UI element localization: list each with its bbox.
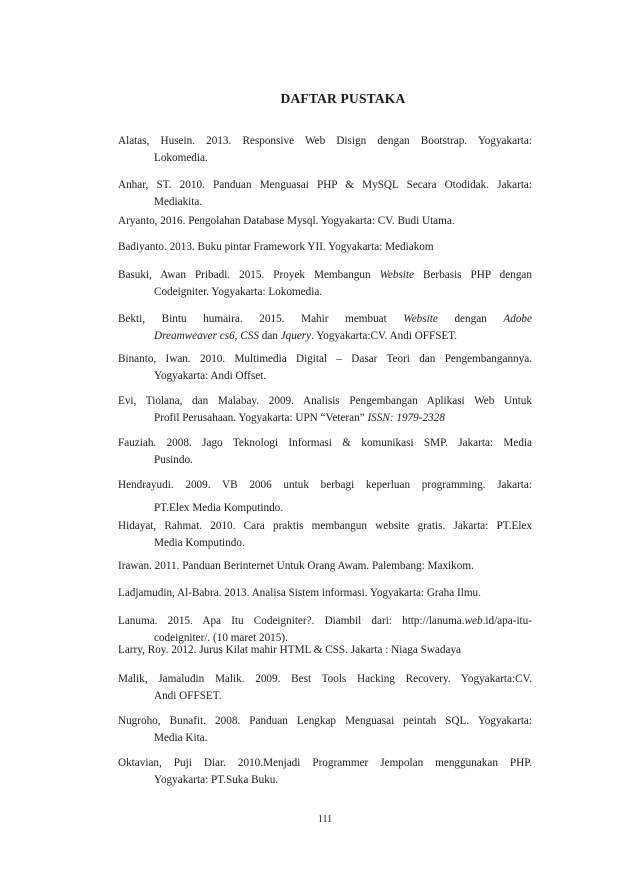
- reference-line: Mediakita.: [154, 195, 203, 208]
- reference-entry: [118, 239, 532, 256]
- italic-span: Website: [379, 269, 414, 281]
- reference-line: Media Kita.: [154, 731, 208, 744]
- reference-line: PT.Elex Media Komputindo.: [154, 501, 284, 514]
- reference-line: [118, 328, 532, 345]
- reference-entry: [118, 351, 532, 384]
- reference-entry: [118, 133, 532, 166]
- reference-line: Hendrayudi. 2009. VB 2006 untuk berbagi keperluan programming. Jakarta:: [118, 479, 532, 491]
- reference-line: Aryanto, 2016. Pengolahan Database Mysql. Yogyakarta: CV. Budi Utama.: [118, 215, 455, 227]
- reference-entry: [118, 393, 532, 426]
- reference-entry: [118, 477, 532, 516]
- reference-line: Oktavian, Puji Diar. 2010.Menjadi Programmer Jempolan menggunakan PHP.: [118, 757, 532, 769]
- text-span: Profil Perusahaan. Yogyakarta: UPN “Veteran”: [154, 411, 368, 424]
- text-span: Basuki, Awan Pribadi. 2015. Proyek Membangun: [118, 269, 380, 281]
- italic-span: Adobe: [503, 313, 532, 325]
- reference-line: codeigniter/. (10 maret 2015).: [154, 631, 288, 644]
- reference-line: Binanto, Iwan. 2010. Multimedia Digital – Dasar Teori dan Pengembangannya.: [118, 353, 532, 365]
- text-span: Lanuma. 2015. Apa Itu Codeigniter?. Diambil dari: http://lanuma.: [118, 615, 465, 627]
- text-span: dan: [258, 329, 281, 342]
- reference-line: Pusindo.: [154, 453, 193, 466]
- reference-entry: [118, 435, 532, 468]
- reference-line: Badiyanto. 2013. Buku pintar Framework YII. Yogyakarta: Mediakom: [118, 241, 434, 253]
- reference-entry: [118, 311, 532, 344]
- italic-span: Dreamweaver cs6, CSS: [154, 329, 259, 342]
- italic-span: web: [464, 615, 483, 627]
- italic-span: Jquery: [280, 329, 312, 342]
- page-number: 111: [317, 814, 333, 825]
- reference-entry: [118, 213, 532, 230]
- reference-line: Evi, Tiolana, dan Malabay. 2009. Analisis Pengembangan Aplikasi Web Untuk: [118, 395, 532, 407]
- reference-line: [118, 311, 532, 328]
- reference-entry: [118, 671, 532, 704]
- reference-line: [118, 613, 532, 630]
- reference-entry: [118, 518, 532, 551]
- reference-line: [118, 267, 532, 284]
- reference-line: Hidayat, Rahmat. 2010. Cara praktis membangun website gratis. Jakarta: PT.Elex: [118, 520, 532, 532]
- reference-line: Larry, Roy. 2012. Jurus Kilat mahir HTML & CSS. Jakarta : Niaga Swadaya: [118, 644, 462, 656]
- reference-line: [118, 410, 532, 427]
- reference-line: Ladjamudin, Al-Babra. 2013. Analisa Sistem informasi. Yogyakarta: Graha Ilmu.: [118, 587, 481, 599]
- text-span: .id/apa-itu-: [482, 615, 532, 627]
- text-span: Bekti, Bintu humaira. 2015. Mahir membuat: [118, 313, 404, 325]
- reference-entry: [118, 558, 532, 575]
- reference-entry: [118, 642, 532, 659]
- reference-line: Yogyakarta: Andi Offset.: [154, 369, 267, 382]
- text-span: dengan: [437, 313, 504, 325]
- reference-line: Irawan. 2011. Panduan Berinternet Untuk Orang Awam. Palembang: Maxikom.: [118, 560, 474, 572]
- reference-line: Alatas, Husein. 2013. Responsive Web Disign dengan Bootstrap. Yogyakarta:: [118, 135, 532, 147]
- reference-line: Nugroho, Bunafit. 2008. Panduan Lengkap Menguasai peintah SQL. Yogyakarta:: [118, 715, 532, 727]
- reference-entry: [118, 755, 532, 788]
- reference-line: Codeigniter. Yogyakarta: Lokomedia.: [154, 285, 323, 298]
- reference-line: Malik, Jamaludin Malik. 2009. Best Tools Hacking Recovery. Yogyakarta:CV.: [118, 673, 532, 685]
- text-span: . Yogyakarta:CV. Andi OFFSET.: [311, 329, 458, 342]
- reference-line: Fauziah. 2008. Jago Teknologi Informasi & komunikasi SMP. Jakarta: Media: [118, 437, 532, 449]
- reference-line: Media Komputindo.: [154, 536, 245, 549]
- text-span: Berbasis PHP dengan: [413, 269, 532, 281]
- reference-entry: [118, 267, 532, 300]
- reference-line: Anhar, ST. 2010. Panduan Menguasai PHP & MySQL Secara Otodidak. Jakarta:: [118, 179, 532, 191]
- page-title: DAFTAR PUSTAKA: [280, 91, 406, 106]
- reference-line: Andi OFFSET.: [154, 689, 222, 702]
- italic-span: ISSN: 1979-2328: [367, 411, 445, 424]
- reference-line: Lokomedia.: [154, 151, 208, 164]
- reference-line: Yogyakarta: PT.Suka Buku.: [154, 773, 279, 786]
- italic-span: Website: [403, 313, 438, 325]
- reference-entry: [118, 585, 532, 602]
- reference-entry: [118, 713, 532, 746]
- reference-entry: [118, 177, 532, 210]
